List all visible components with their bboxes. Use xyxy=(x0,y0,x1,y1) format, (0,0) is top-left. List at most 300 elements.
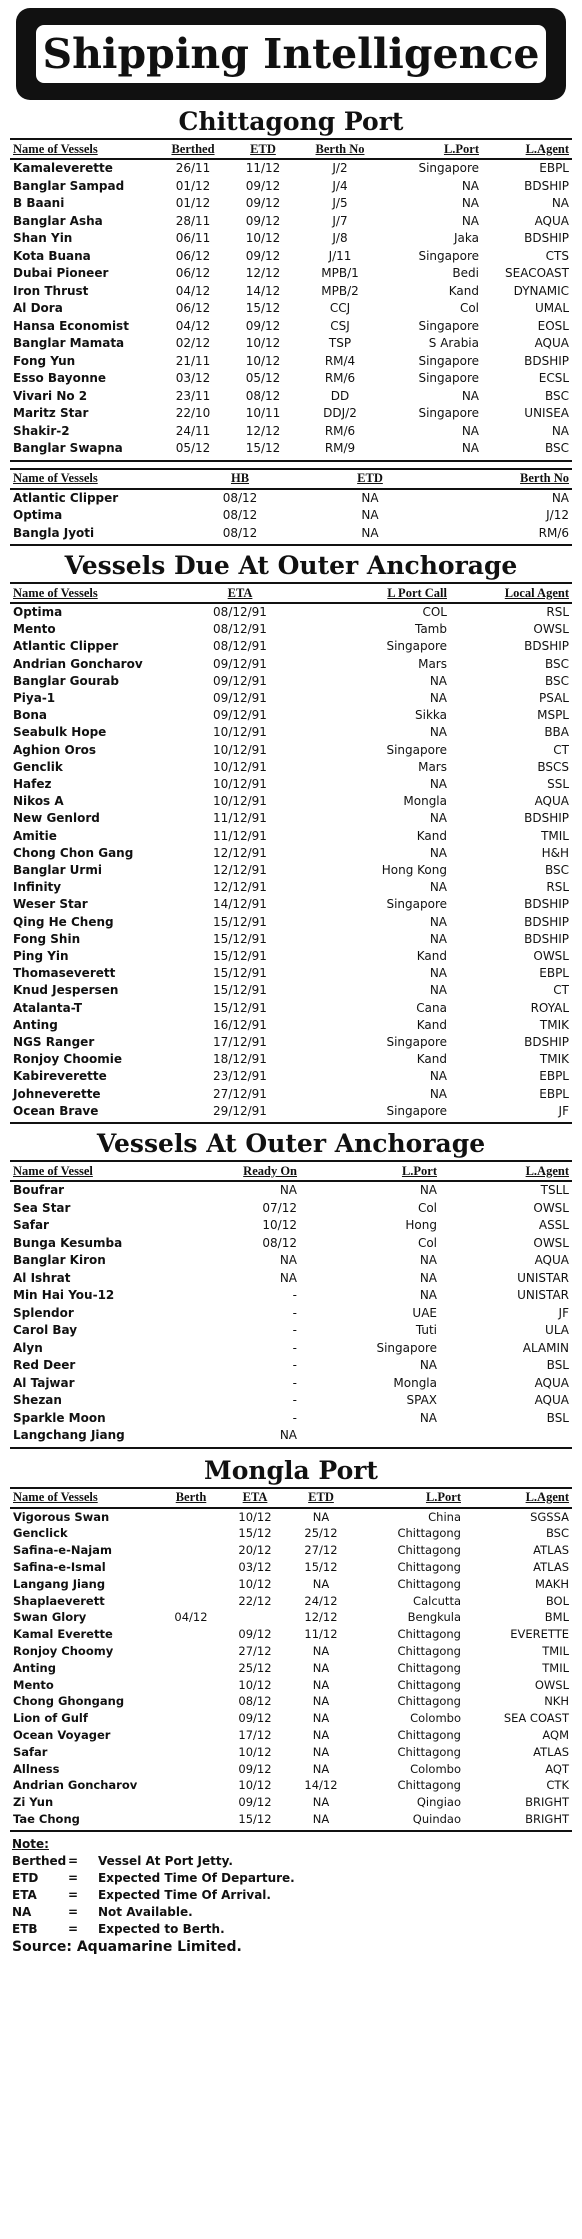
table-cell: NA xyxy=(429,1086,447,1101)
table-cell: EBPL xyxy=(539,1069,569,1084)
table-cell: 17/12 xyxy=(238,1727,272,1742)
table-cell: BRIGHT xyxy=(525,1795,569,1810)
table-row xyxy=(10,707,572,724)
column-header: L.Port xyxy=(382,139,482,159)
table-cell: NA xyxy=(279,1253,297,1268)
vessel-name-cell: Al Dora xyxy=(13,301,63,315)
note-definition: Expected Time Of Departure. xyxy=(98,1870,295,1885)
table-row xyxy=(10,1051,572,1068)
vessel-name-cell: Optima xyxy=(13,508,63,522)
table-cell: UNISTAR xyxy=(517,1288,569,1303)
table-row xyxy=(10,1427,572,1445)
note-equals: = xyxy=(68,1870,79,1885)
table-row xyxy=(10,1525,572,1542)
table-cell: - xyxy=(292,1323,297,1338)
table-row xyxy=(10,1542,572,1559)
table-cell: BSCS xyxy=(537,759,569,774)
table-cell: H&H xyxy=(541,845,569,860)
table-cell xyxy=(160,1542,222,1559)
vessel-name-cell: Andrian Goncharov xyxy=(13,656,143,671)
table-cell: RM/4 xyxy=(324,353,356,368)
table-row xyxy=(10,1270,572,1288)
table-cell: Singapore xyxy=(418,406,479,420)
column-header: L.Port xyxy=(354,1488,464,1508)
table-cell: 09/12/91 xyxy=(213,673,267,688)
table-cell: NA xyxy=(312,1677,330,1692)
table-row xyxy=(10,759,572,776)
table-cell: BDSHIP xyxy=(524,231,569,245)
table-cell: NA xyxy=(312,1694,330,1709)
table-row xyxy=(10,1609,572,1626)
section-divider xyxy=(10,1830,572,1832)
table-cell: J/5 xyxy=(332,196,348,210)
table-cell: UNISTAR xyxy=(517,1270,569,1285)
vessel-name-cell: Lion of Gulf xyxy=(13,1711,88,1726)
vessel-name-cell: Shaplaeverett xyxy=(13,1593,105,1608)
vessel-name-cell: Ronjoy Choomie xyxy=(13,1052,122,1067)
vessel-name-cell: Tae Chong xyxy=(13,1811,80,1826)
table-cell xyxy=(160,1710,222,1727)
vessel-name-cell: Thomaseverett xyxy=(13,966,116,981)
table-cell: 10/12/91 xyxy=(213,742,267,757)
table-row xyxy=(10,948,572,965)
vessel-name-cell: Genclick xyxy=(13,1526,68,1541)
column-header: ETA xyxy=(180,583,300,603)
table-cell: BDSHIP xyxy=(524,1035,569,1050)
vessel-name-cell: Fong Yun xyxy=(13,353,76,368)
vessel-name-cell: Chong Chon Gang xyxy=(13,845,134,860)
table-row xyxy=(10,1322,572,1340)
table-cell: SEA COAST xyxy=(503,1711,569,1726)
table-cell: 10/12 xyxy=(245,336,281,350)
table-row xyxy=(10,656,572,673)
mongla-table xyxy=(10,1487,572,1828)
table-row xyxy=(10,1235,572,1253)
table-cell: 27/12 xyxy=(304,1543,338,1558)
note-term: NA xyxy=(12,1904,32,1919)
vessel-name-cell: Shakir-2 xyxy=(13,423,70,438)
vessel-name-cell: Weser Star xyxy=(13,897,88,912)
table-cell: NA xyxy=(312,1811,330,1826)
table-cell xyxy=(160,1811,222,1828)
table-cell: Chittagong xyxy=(397,1727,461,1742)
table-cell: 06/12 xyxy=(175,301,211,315)
table-cell: ROYAL xyxy=(530,1000,569,1015)
table-cell: 21/11 xyxy=(175,353,211,368)
table-cell: DYNAMIC xyxy=(513,283,569,298)
table-cell: CT xyxy=(553,983,569,998)
table-cell: 10/12 xyxy=(238,1576,272,1591)
note-item xyxy=(12,1853,570,1870)
table-row xyxy=(10,1660,572,1677)
table-cell: Singapore xyxy=(418,248,479,263)
table-cell: TMIK xyxy=(539,1052,569,1067)
vessel-name-cell: Aghion Oros xyxy=(13,742,97,757)
table-cell: 15/12/91 xyxy=(213,966,267,981)
table-cell: - xyxy=(292,1375,297,1390)
table-cell: RM/6 xyxy=(538,525,569,540)
table-row xyxy=(10,489,572,508)
vessel-name-cell: Zi Yun xyxy=(13,1795,54,1810)
table-cell: BDSHIP xyxy=(524,914,569,929)
table-cell: 15/12/91 xyxy=(213,949,267,964)
table-cell xyxy=(440,1427,572,1445)
note-equals: = xyxy=(68,1887,79,1902)
table-cell: 09/12 xyxy=(245,178,281,193)
table-row xyxy=(10,742,572,759)
table-cell: AQUA xyxy=(534,794,569,809)
vessel-name-cell: Kota Buana xyxy=(13,248,91,263)
section-divider xyxy=(10,1447,572,1449)
vessel-name-cell: Red Deer xyxy=(13,1358,76,1373)
table-cell: NA xyxy=(429,725,447,740)
vessel-name-cell: Hansa Economist xyxy=(13,318,129,333)
table-cell: Sikka xyxy=(415,708,447,723)
column-header: Ready On xyxy=(180,1161,300,1181)
table-row xyxy=(10,896,572,913)
table-cell: 06/12 xyxy=(175,248,211,263)
table-cell: 10/12/91 xyxy=(213,725,267,740)
vessel-name-cell: Johneverette xyxy=(13,1086,101,1101)
vessel-name-cell: Safina-e-Najam xyxy=(13,1543,112,1558)
table-cell: 15/12/91 xyxy=(213,983,267,998)
vessel-name-cell: Al Tajwar xyxy=(13,1375,75,1390)
table-cell xyxy=(160,1794,222,1811)
column-header: L.Agent xyxy=(464,1488,572,1508)
table-cell: Chittagong xyxy=(397,1576,461,1591)
table-cell: NA xyxy=(312,1744,330,1759)
table-cell: NA xyxy=(312,1795,330,1810)
table-cell xyxy=(160,1677,222,1694)
table-cell: NA xyxy=(461,388,479,403)
table-row xyxy=(10,525,572,543)
table-cell: J/12 xyxy=(546,508,569,522)
table-cell: 08/12/91 xyxy=(213,622,267,637)
table-header-row xyxy=(10,1488,572,1508)
table-cell: 10/12/91 xyxy=(213,777,267,792)
table-row xyxy=(10,793,572,810)
table-row xyxy=(10,603,572,621)
table-cell: Colombo xyxy=(410,1711,461,1726)
table-cell: - xyxy=(292,1358,297,1373)
table-row xyxy=(10,1710,572,1727)
table-cell: NA xyxy=(419,1183,437,1198)
vessel-name-cell: Kamaleverette xyxy=(13,161,113,175)
vessel-name-cell: Atlantic Clipper xyxy=(13,490,119,505)
vessel-name-cell: Esso Bayonne xyxy=(13,371,107,385)
table-cell: AQM xyxy=(542,1727,569,1742)
table-cell: TSLL xyxy=(540,1183,569,1198)
vessel-name-cell: Min Hai You-12 xyxy=(13,1288,115,1303)
table-cell: JF xyxy=(558,1103,569,1118)
table-cell: BRIGHT xyxy=(525,1811,569,1826)
table-cell: AQUA xyxy=(534,1393,569,1408)
table-cell: NA xyxy=(429,1069,447,1084)
table-cell: 09/12/91 xyxy=(213,656,267,671)
vessel-name-cell: Bangla Jyoti xyxy=(13,525,95,540)
table-cell: 08/12/91 xyxy=(213,639,267,654)
table-row xyxy=(10,810,572,827)
table-cell: CTK xyxy=(546,1778,569,1793)
table-cell: CTS xyxy=(545,248,569,263)
table-cell: OWSL xyxy=(533,949,569,964)
vessel-name-cell: Dubai Pioneer xyxy=(13,266,109,280)
table-cell: DD xyxy=(330,388,350,403)
table-cell: 08/12 xyxy=(222,508,258,522)
table-cell: UNISEA xyxy=(524,406,569,420)
table-cell: NA xyxy=(279,1428,297,1443)
table-row xyxy=(10,1068,572,1085)
table-cell: 09/12 xyxy=(245,213,281,228)
table-cell: ATLAS xyxy=(533,1744,569,1759)
table-row xyxy=(10,1761,572,1778)
table-cell: COL xyxy=(422,605,447,619)
source-credit: Source: Aquamarine Limited. xyxy=(12,1938,242,1955)
table-cell: ATLAS xyxy=(533,1559,569,1574)
table-cell: 29/12/91 xyxy=(213,1103,267,1118)
table-row xyxy=(10,1375,572,1393)
note-item xyxy=(12,1921,570,1938)
table-row xyxy=(10,1794,572,1811)
column-header: ETD xyxy=(300,469,440,489)
table-row xyxy=(10,405,572,423)
vessel-name-cell: Banglar Asha xyxy=(13,213,103,228)
table-cell: EVERETTE xyxy=(510,1627,569,1642)
note-item xyxy=(12,1904,570,1921)
note-term: Berthed xyxy=(12,1853,67,1868)
mongla-port-title: Mongla Port xyxy=(204,1455,378,1485)
table-cell: 18/12/91 xyxy=(213,1052,267,1067)
column-header: Name of Vessels xyxy=(10,1488,160,1508)
table-cell: AQUA xyxy=(534,1375,569,1390)
table-cell: 01/12 xyxy=(175,178,211,193)
vessel-name-cell: Ping Yin xyxy=(13,949,69,964)
table-cell: EOSL xyxy=(537,318,569,333)
table-cell: China xyxy=(428,1509,461,1524)
vessel-name-cell: Banglar Mamata xyxy=(13,336,125,350)
table-cell: 10/12 xyxy=(262,1218,297,1233)
table-cell: 01/12 xyxy=(175,196,211,210)
table-cell xyxy=(160,1727,222,1744)
table-cell: 12/12 xyxy=(304,1610,338,1625)
vessel-name-cell: B Baani xyxy=(13,196,65,210)
table-cell: SSL xyxy=(547,777,569,792)
table-cell: Chittagong xyxy=(397,1778,461,1793)
table-cell: - xyxy=(292,1410,297,1425)
table-cell: Chittagong xyxy=(397,1660,461,1675)
table-row xyxy=(10,1626,572,1643)
table-cell: Qingiao xyxy=(416,1795,461,1810)
table-cell: NA xyxy=(461,213,479,228)
table-cell: TMIL xyxy=(542,1660,569,1675)
table-cell: NA xyxy=(419,1253,437,1268)
table-cell: Singapore xyxy=(386,742,447,757)
table-cell: 10/12/91 xyxy=(213,794,267,809)
table-cell: NA xyxy=(312,1711,330,1726)
column-header: Berth No xyxy=(298,139,382,159)
table-row xyxy=(10,1340,572,1358)
table-cell: Singapore xyxy=(386,639,447,654)
table-cell: NA xyxy=(461,196,479,210)
vessel-name-cell: Amitie xyxy=(13,828,57,843)
table-row xyxy=(10,673,572,690)
table-cell: 08/12 xyxy=(238,1694,272,1709)
table-cell: 15/12 xyxy=(238,1811,272,1826)
vessels-due-title: Vessels Due At Outer Anchorage xyxy=(64,551,518,580)
table-cell: 08/12 xyxy=(262,1235,297,1250)
table-cell: BSC xyxy=(544,441,569,455)
table-cell: 10/11 xyxy=(245,406,281,420)
table-cell: Singapore xyxy=(376,1340,437,1355)
column-header: L.Agent xyxy=(440,1161,572,1181)
table-row xyxy=(10,724,572,741)
table-cell: 11/12 xyxy=(245,161,281,175)
table-cell: EBPL xyxy=(539,1086,569,1101)
table-cell: RM/6 xyxy=(324,423,356,438)
table-cell: NA xyxy=(312,1761,330,1776)
table-cell: Hong xyxy=(405,1218,437,1233)
table-cell: - xyxy=(292,1305,297,1320)
vessel-name-cell: Mento xyxy=(13,1677,54,1692)
table-cell: RM/9 xyxy=(324,441,356,455)
table-cell: 09/12 xyxy=(245,248,281,263)
table-row xyxy=(10,1811,572,1828)
table-cell: 04/12 xyxy=(174,1610,208,1625)
table-cell: SEACOAST xyxy=(505,266,569,280)
vessel-name-cell: Safar xyxy=(13,1218,49,1233)
table-cell: NA xyxy=(429,673,447,688)
table-cell: Singapore xyxy=(418,161,479,175)
table-row xyxy=(10,1305,572,1323)
table-row xyxy=(10,440,572,458)
vessel-name-cell: Genclik xyxy=(13,759,63,774)
table-cell: 09/12 xyxy=(238,1627,272,1642)
table-cell: 09/12 xyxy=(238,1711,272,1726)
table-cell: 04/12 xyxy=(175,283,211,298)
chittagong-table xyxy=(10,138,572,458)
table-cell: 15/12 xyxy=(304,1559,338,1574)
column-header: Local Agent xyxy=(450,583,572,603)
table-cell: 15/12/91 xyxy=(213,914,267,929)
table-cell: 22/12 xyxy=(238,1593,272,1608)
table-cell: BSC xyxy=(544,388,569,403)
table-cell: 09/12 xyxy=(238,1795,272,1810)
table-cell: Tamb xyxy=(414,622,447,637)
table-row xyxy=(10,1034,572,1051)
vessel-name-cell: Splendor xyxy=(13,1305,74,1320)
notes-block xyxy=(12,1836,570,1938)
table-row xyxy=(10,914,572,931)
table-cell: CSJ xyxy=(330,318,350,333)
table-cell xyxy=(160,1777,222,1794)
table-row xyxy=(10,965,572,982)
table-cell: Col xyxy=(459,301,479,315)
vessel-name-cell: Ronjoy Choomy xyxy=(13,1643,114,1658)
table-cell: NA xyxy=(419,1410,437,1425)
table-cell: EBPL xyxy=(539,966,569,981)
table-cell: 03/12 xyxy=(238,1559,272,1574)
table-row xyxy=(10,318,572,336)
vessel-name-cell: Ocean Brave xyxy=(13,1103,99,1118)
table-row xyxy=(10,265,572,283)
vessel-name-cell: Sparkle Moon xyxy=(13,1410,106,1425)
column-header: Berth xyxy=(160,1488,222,1508)
table-row xyxy=(10,178,572,196)
table-cell: Chittagong xyxy=(397,1543,461,1558)
table-cell: NA xyxy=(279,1183,297,1198)
table-cell: BML xyxy=(544,1610,569,1625)
table-cell: 15/12/91 xyxy=(213,1000,267,1015)
table-row xyxy=(10,335,572,353)
note-item xyxy=(12,1887,570,1904)
vessel-name-cell: Bunga Kesumba xyxy=(13,1235,123,1250)
table-row xyxy=(10,690,572,707)
table-cell: NA xyxy=(312,1727,330,1742)
table-cell: 08/12 xyxy=(222,490,258,505)
table-row xyxy=(10,1000,572,1017)
table-cell: TMIL xyxy=(541,828,569,843)
table-cell: 28/11 xyxy=(175,213,211,228)
table-header-row xyxy=(10,139,572,159)
table-cell: 27/12 xyxy=(238,1643,272,1658)
note-definition: Expected Time Of Arrival. xyxy=(98,1887,271,1902)
section-divider xyxy=(10,1122,572,1124)
vessel-name-cell: Carol Bay xyxy=(13,1323,78,1338)
table-cell: NA xyxy=(361,508,379,522)
table-cell: NA xyxy=(551,423,569,438)
table-cell: 26/11 xyxy=(175,161,211,175)
table-cell: 23/11 xyxy=(175,388,211,403)
vessel-name-cell: Nikos A xyxy=(13,794,64,809)
table-cell: 11/12/91 xyxy=(213,828,267,843)
table-cell: NA xyxy=(361,490,379,505)
table-cell: NA xyxy=(279,1270,297,1285)
column-header: ETA xyxy=(222,1488,288,1508)
table-cell: 03/12 xyxy=(175,371,211,385)
vessel-name-cell: Seabulk Hope xyxy=(13,725,107,740)
column-header: Berthed xyxy=(158,139,228,159)
table-cell: MPB/2 xyxy=(321,283,359,298)
table-cell: 05/12 xyxy=(175,441,211,455)
table-row xyxy=(10,931,572,948)
table-cell: OWSL xyxy=(533,1200,569,1215)
vessel-name-cell: Allness xyxy=(13,1761,60,1776)
table-cell: ECSL xyxy=(538,371,569,385)
table-row xyxy=(10,195,572,213)
table-cell: Singapore xyxy=(418,371,479,385)
table-cell: TSP xyxy=(328,336,352,350)
table-cell: 11/12 xyxy=(304,1627,338,1642)
arrivals-table xyxy=(10,468,572,543)
table-cell: J/11 xyxy=(328,248,352,263)
table-cell: Mongla xyxy=(393,1375,437,1390)
table-cell: Mongla xyxy=(403,794,447,809)
table-cell: Hong Kong xyxy=(381,863,447,878)
table-row xyxy=(10,1410,572,1428)
table-row xyxy=(10,1593,572,1610)
table-cell: NA xyxy=(312,1576,330,1591)
table-cell: NA xyxy=(429,691,447,706)
vessel-name-cell: Banglar Kiron xyxy=(13,1253,106,1268)
vessel-name-cell: Shan Yin xyxy=(13,231,73,245)
table-cell: NA xyxy=(419,1358,437,1373)
table-cell: EBPL xyxy=(539,161,569,175)
vessel-name-cell: Langchang Jiang xyxy=(13,1428,125,1443)
table-cell: BSC xyxy=(544,863,569,878)
note-term: ETA xyxy=(12,1887,37,1902)
vessel-name-cell: Sea Star xyxy=(13,1200,71,1215)
table-cell: NA xyxy=(312,1643,330,1658)
